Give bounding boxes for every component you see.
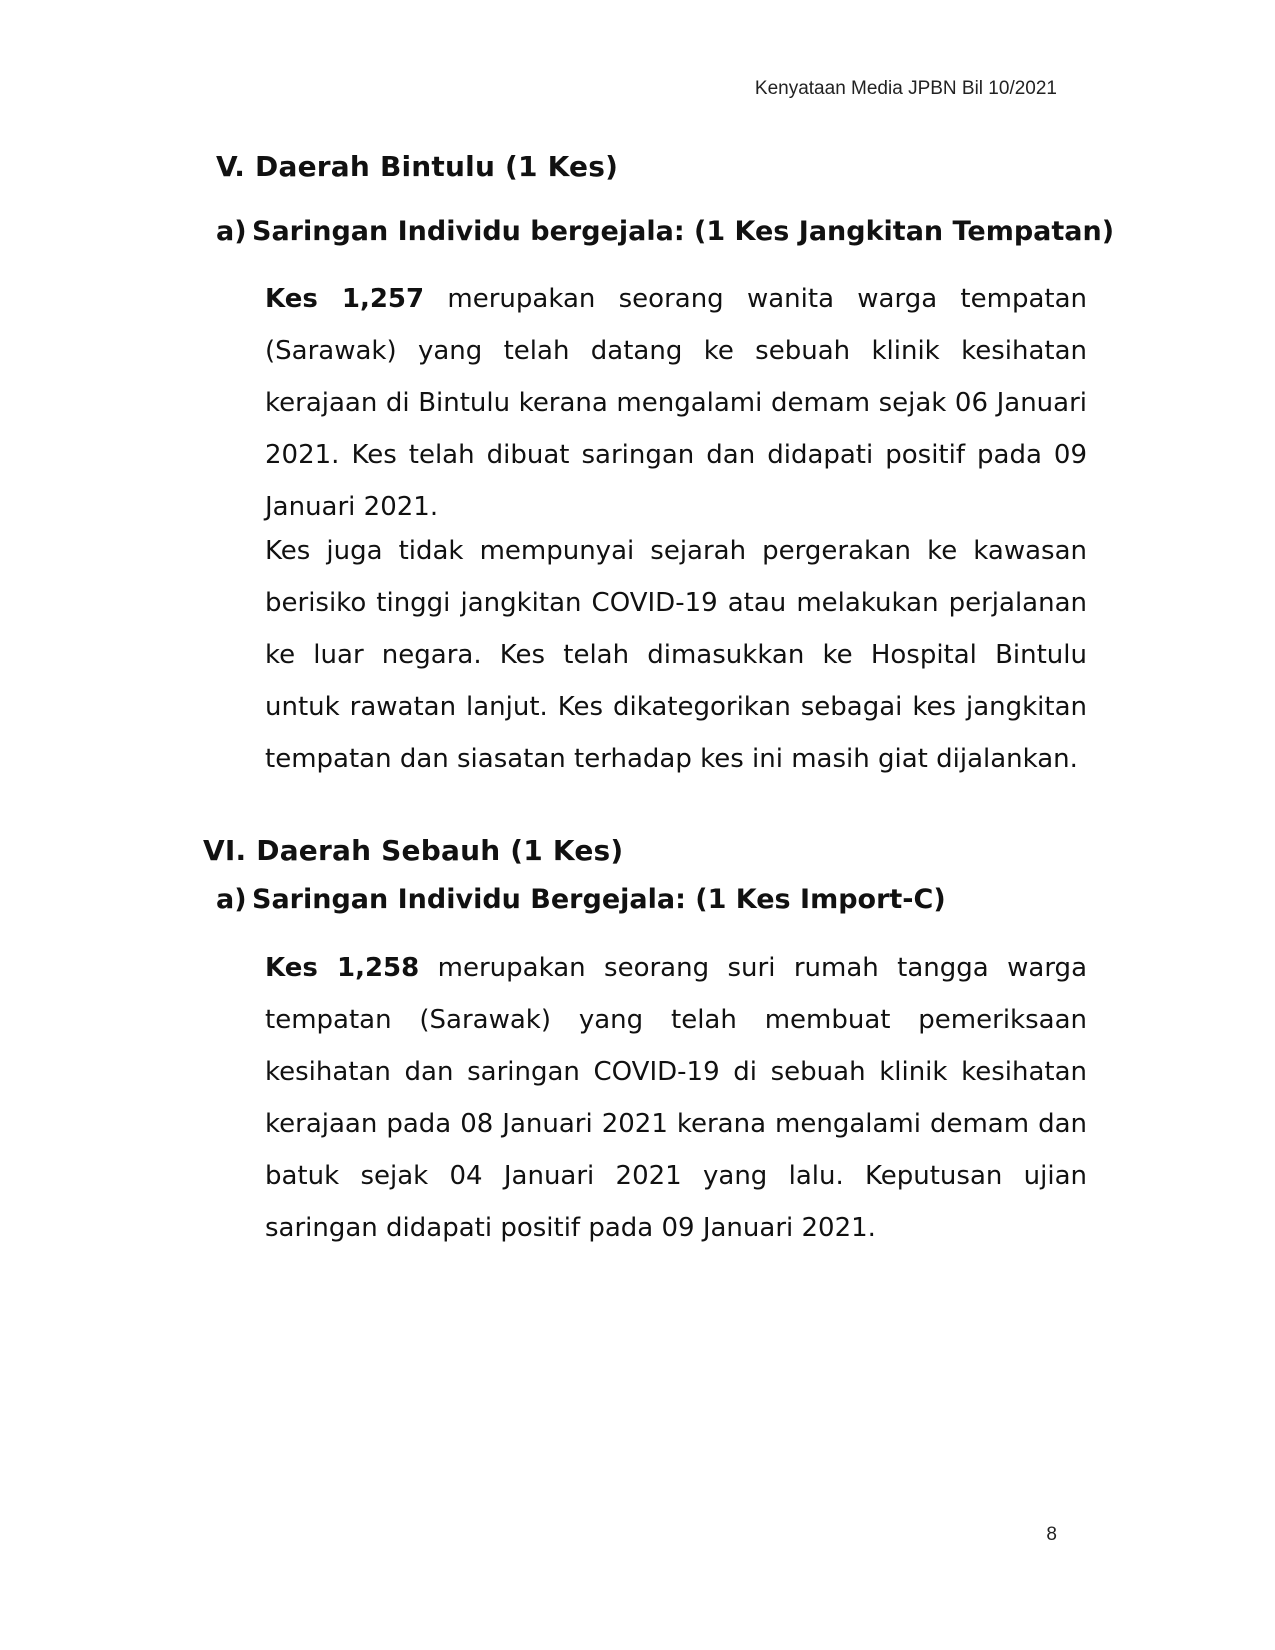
subsection-marker: a) bbox=[216, 884, 247, 915]
subsection-heading-bintulu bbox=[216, 216, 1114, 247]
case-paragraph-1257 bbox=[265, 273, 1087, 533]
subsection-title: Saringan Individu bergejala: (1 Kes Jangkitan Tempatan) bbox=[252, 216, 1115, 247]
case-number-lead: Kes 1,257 bbox=[265, 284, 425, 314]
subsection-title: Saringan Individu Bergejala: (1 Kes Import-C) bbox=[252, 884, 946, 915]
case-description: merupakan seorang suri rumah tangga warga tempatan (Sarawak) yang telah membuat pemeriksaan kesihatan dan saringan COVID-19 di sebuah klinik kesihatan kerajaan pada 08 Januari 2021 kerana mengalami demam dan batuk sejak 04 Januari 2021 yang lalu. Keputusan ujian saringan didapati positif pada 09 Januari 2021. bbox=[265, 953, 1087, 1243]
case-paragraph-1257-details bbox=[265, 525, 1087, 785]
case-details-text: Kes juga tidak mempunyai sejarah pergerakan ke kawasan berisiko tinggi jangkitan COVID-19 atau melakukan perjalanan ke luar negara. Kes telah dimasukkan ke Hospital Bintulu untuk rawatan lanjut. Kes dikategorikan sebagai kes jangkitan tempatan dan siasatan terhadap kes ini masih giat dijalankan. bbox=[265, 536, 1087, 774]
document-reference: Kenyataan Media JPBN Bil 10/2021 bbox=[754, 78, 1057, 99]
subsection-marker: a) bbox=[216, 216, 247, 247]
subsection-heading-sebauh bbox=[216, 884, 946, 915]
case-paragraph-1258 bbox=[265, 942, 1087, 1254]
section-heading-bintulu: V. Daerah Bintulu (1 Kes) bbox=[216, 150, 619, 183]
case-description: merupakan seorang wanita warga tempatan (Sarawak) yang telah datang ke sebuah klinik kesihatan kerajaan di Bintulu kerana mengalami demam sejak 06 Januari 2021. Kes telah dibuat saringan dan didapati positif pada 09 Januari 2021. bbox=[265, 284, 1087, 522]
case-number-lead: Kes 1,258 bbox=[265, 953, 420, 983]
section-heading-sebauh: VI. Daerah Sebauh (1 Kes) bbox=[203, 834, 624, 867]
page-number: 8 bbox=[1046, 1524, 1057, 1545]
